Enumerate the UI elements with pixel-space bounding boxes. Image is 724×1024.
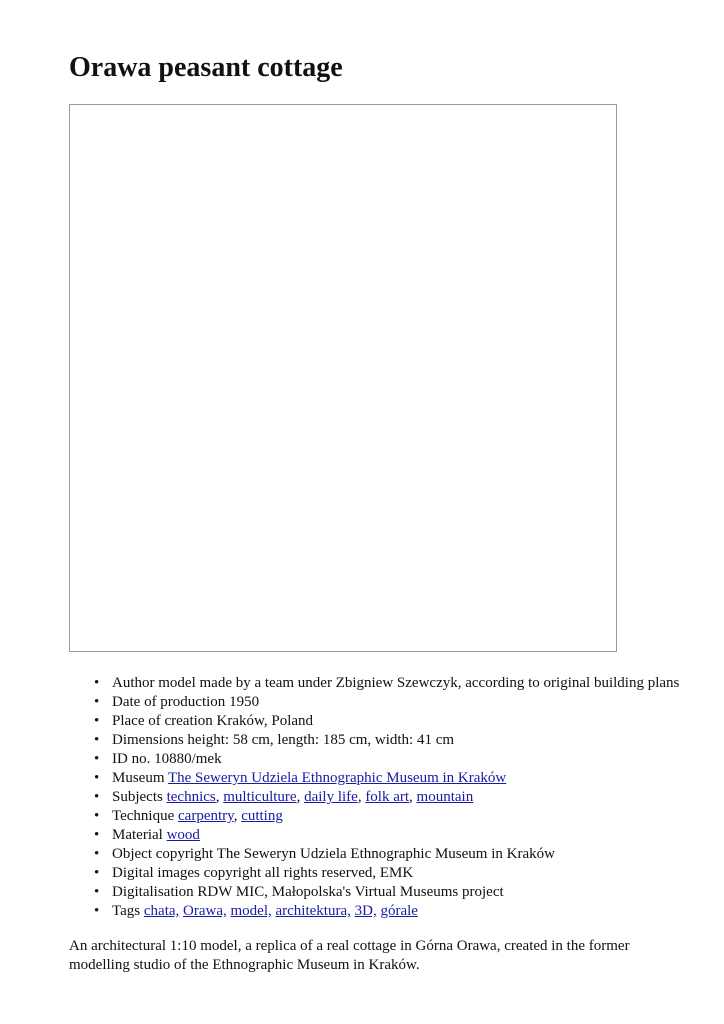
place-value: Kraków, Poland bbox=[216, 713, 314, 729]
museum-label: Museum bbox=[112, 770, 165, 786]
subject-link-daily-life[interactable]: daily life bbox=[304, 789, 358, 805]
material-label: Material bbox=[112, 827, 163, 843]
meta-item-object-copyright bbox=[112, 845, 679, 864]
meta-item-digitalisation bbox=[112, 883, 679, 902]
date-value: 1950 bbox=[229, 694, 260, 710]
object-copyright-value: The Seweryn Udziela Ethnographic Museum in Kraków bbox=[216, 846, 555, 862]
meta-item-museum bbox=[112, 769, 679, 788]
technique-link-cutting[interactable]: cutting bbox=[241, 808, 283, 824]
object-description: An architectural 1:10 model, a replica of a real cottage in Górna Orawa, created in the former modelling studio of the Ethnographic Museum in Kraków. bbox=[69, 938, 630, 973]
tags-label: Tags bbox=[112, 903, 141, 919]
subject-link-multiculture[interactable]: multiculture bbox=[223, 789, 297, 805]
tag-link-model[interactable]: model, bbox=[230, 903, 272, 919]
tag-link-orawa[interactable]: Orawa, bbox=[183, 903, 227, 919]
digitalisation-label: Digitalisation bbox=[112, 884, 194, 900]
meta-item-author bbox=[112, 674, 679, 693]
object-image-placeholder bbox=[69, 104, 617, 652]
page-title: Orawa peasant cottage bbox=[69, 52, 343, 83]
id-value: 10880/mek bbox=[154, 751, 222, 767]
id-label: ID no. bbox=[112, 751, 151, 767]
tag-link-chata[interactable]: chata, bbox=[143, 903, 180, 919]
subject-link-technics[interactable]: technics bbox=[166, 789, 216, 805]
tag-link-gorale[interactable]: górale bbox=[380, 903, 418, 919]
dimensions-value: height: 58 cm, length: 185 cm, width: 41 cm bbox=[187, 732, 455, 748]
meta-item-technique: • Technique carpentry, cutting bbox=[112, 807, 679, 826]
subjects-label: Subjects bbox=[112, 789, 163, 805]
digitalisation-value: RDW MIC, Małopolska's Virtual Museums project bbox=[197, 884, 504, 900]
meta-item-tags bbox=[112, 902, 679, 921]
tag-link-3d[interactable]: 3D, bbox=[354, 903, 377, 919]
museum-link[interactable]: The Seweryn Udziela Ethnographic Museum in Kraków bbox=[167, 770, 507, 786]
dimensions-label: Dimensions bbox=[112, 732, 184, 748]
date-label: Date of production bbox=[112, 694, 226, 710]
author-label: Author bbox=[112, 675, 155, 691]
meta-item-place bbox=[112, 712, 679, 731]
place-label: Place of creation bbox=[112, 713, 213, 729]
digital-copyright-value: all rights reserved, EMK bbox=[264, 865, 414, 881]
metadata-list bbox=[69, 674, 679, 921]
meta-item-id bbox=[112, 750, 679, 769]
technique-label: Technique bbox=[112, 808, 175, 824]
meta-item-date bbox=[112, 693, 679, 712]
subject-link-mountain[interactable]: mountain bbox=[416, 789, 474, 805]
subject-link-folk-art[interactable]: folk art bbox=[365, 789, 410, 805]
material-link-wood[interactable]: wood bbox=[166, 827, 200, 843]
digital-copyright-label: Digital images copyright bbox=[112, 865, 262, 881]
meta-item-subjects: • Subjects technics, multiculture, daily life, folk art, mountain bbox=[112, 788, 679, 807]
meta-item-digital-copyright bbox=[112, 864, 679, 883]
meta-item-dimensions bbox=[112, 731, 679, 750]
object-copyright-label: Object copyright bbox=[112, 846, 214, 862]
tag-link-architektura[interactable]: architektura, bbox=[275, 903, 351, 919]
author-value: model made by a team under Zbigniew Szewczyk, according to original building plans bbox=[158, 675, 680, 691]
meta-item-material bbox=[112, 826, 679, 845]
technique-link-carpentry[interactable]: carpentry bbox=[178, 808, 234, 824]
